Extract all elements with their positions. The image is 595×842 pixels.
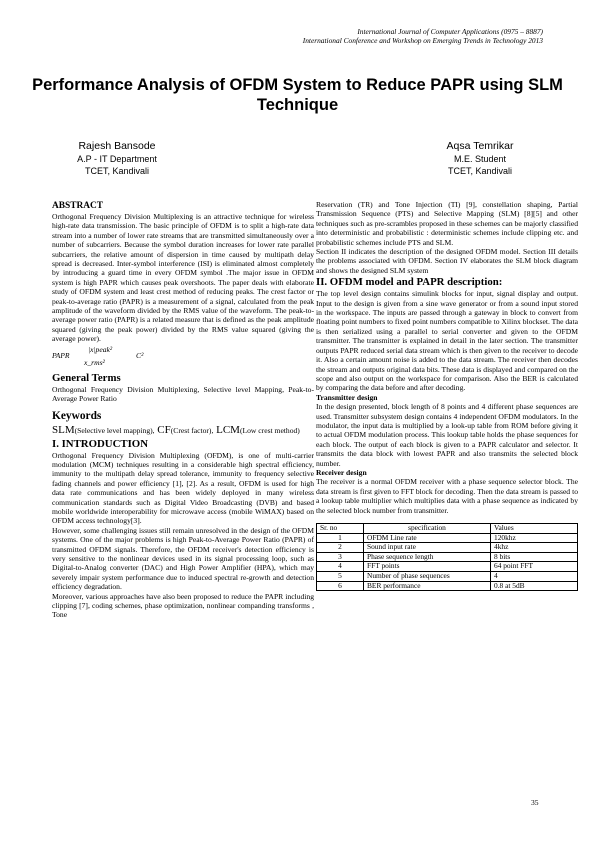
abstract-heading: ABSTRACT [52, 201, 104, 211]
author-inst: TCET, Kandivali [84, 166, 150, 176]
table-header-cell: Sr. no [317, 524, 364, 534]
table-row [317, 533, 578, 543]
table-row [317, 552, 578, 562]
author-dept: M.E. Student [453, 154, 507, 164]
right-column [316, 200, 578, 591]
receiver-heading: Receiver design [316, 467, 367, 477]
body-paragraph: The top level design contains simulink blocks for input, signal display and output. Input to the design is given from a sine wave generator or from a sound input stored in the workspace. The inputs are passed through a gateway in block to convert from floating point numbers to fixed point numbers compatible to Xilinx blockset. The data is then serialized using a parallel to serial converter and given to the OFDM transmitter. The transmitter is explained in detail in the later section. The transmitter outputs PAPR reduced serial data stream which is then given to the receiver to decode it. Also a certain amount noise is added to the data stream. The receiver then decodes the stream and outputs original data bits. These data is displayed and compared on the scope and also output on the workspace for comparison. Also the BER is calculated by comparing the data before and after decoding. [316, 289, 579, 393]
table-cell: Number of phase sequences [364, 571, 491, 581]
author-dept: A.P - IT Department [77, 154, 157, 164]
keywords-text [52, 424, 314, 437]
formula-rhs: C² [136, 350, 144, 360]
body-paragraph: Reservation (TR) and Tone Injection (TI) [9], constellation shaping, Partial Transmission Sequence (PTS) and Selective Mapping (SLM) [8][5] and other techniques such as pre-scrambles proposed in these schemes can be majorly classified into deterministic and probabilistic : deterministic schemes include clipping etc. and probabilistic schemes include PTS and SLM. [316, 200, 578, 247]
keyword-cf: CF [157, 423, 171, 436]
body-paragraph: The receiver is a normal OFDM receiver with a phase sequence selector block. The data stream is first given to FFT block for decoding. Then the data stream is passed to a lookup table multiplier which multiplies data with a phase sequence as indicated by the selected block number from transmitter. [316, 477, 578, 515]
journal-name: International Journal of Computer Applications (0975 – 8887) [357, 27, 543, 36]
author-name: Rajesh Bansode [78, 140, 156, 152]
table-cell: 64 point FFT [491, 562, 578, 572]
table-cell: 5 [317, 571, 364, 581]
table-cell: 3 [317, 552, 364, 562]
section2-heading: II. OFDM model and PAPR description: [316, 276, 503, 289]
author-name: Aqsa Temrikar [446, 140, 514, 152]
keyword-cf-full: (Crest factor), [170, 425, 214, 435]
table-cell: 0.8 at 5dB [491, 581, 578, 591]
table-row [317, 543, 578, 553]
table-row [317, 571, 578, 581]
keywords-heading: Keywords [52, 409, 102, 422]
table-row [317, 581, 578, 591]
author-inst: TCET, Kandivali [447, 166, 513, 176]
left-column [52, 200, 314, 620]
page-number: 35 [531, 798, 539, 807]
table-header-cell: Values [491, 524, 578, 534]
author-1 [52, 139, 182, 177]
table-header-row [317, 524, 578, 534]
spec-table [316, 523, 578, 591]
table-cell: 120khz [491, 533, 578, 543]
intro-paragraph: Moreover, various approaches have also been proposed to reduce the PAPR including clipping [7], coding schemes, phase optimization, nonlinear companding transforms , Tone [52, 591, 314, 620]
table-cell: Phase sequence length [364, 552, 491, 562]
transmitter-heading: Transmitter design [316, 392, 378, 402]
formula-lhs: PAPR [52, 350, 70, 360]
table-cell: 4 [491, 571, 578, 581]
table-cell: OFDM Line rate [364, 533, 491, 543]
table-header-cell: specification [364, 524, 491, 534]
table-cell: 2 [317, 543, 364, 553]
formula-numerator: |x|peak² [88, 344, 113, 354]
author-2 [415, 139, 545, 177]
keyword-lcm: LCM [216, 423, 240, 436]
keyword-slm: SLM [52, 423, 75, 436]
abstract-text: Orthogonal Frequency Division Multiplexing is an attractive technique for wireless high-rate data transmission. The basic principle of OFDM is to split a high-rate data stream into a number of lower rate streams that are transmitted simultaneously over a number of subcarriers. Because the symbol duration increases for lower rate parallel subcarriers, the relative amount of dispersion in time caused by multipath delay spread is decreased. Inter-symbol interference (ISI) is eliminated almost completely by introducing a guard time in every OFDM symbol .The major issue in OFDM system is high PAPR which causes peak overshoots. The paper deals with elaborate study of OFDM system and least crest method of reducing peaks. The crest factor or peak-to-average ratio (PAPR) is a measurement of a signal, calculated from the peak amplitude of the waveform divided by the RMS value of the waveform. The peak-to-average power ratio (PAPR) is a related measure that is defined as the peak amplitude squared (giving the peak power) divided by the RMS value squared (giving the average power). [52, 212, 314, 344]
body-paragraph: In the design presented, block length of 8 points and 4 different phase sequences are used. Transmitter subsystem design contains 4 independent OFDM modulators. In the modulator, the input data is multiplied by a look-up table from ROM before giving it to actual OFDM modulation process. This lookup table holds the phase sequences for each block. The output of each block is given to a PAPR calculator and selector. It transmits the data block with lowest PAPR and also transmits the selected block number. [316, 402, 578, 468]
general-terms-heading: General Terms [52, 371, 121, 384]
conference-name: International Conference and Workshop on Emerging Trends in Technology 2013 [302, 36, 543, 46]
formula-denominator: x_rms² [84, 357, 105, 367]
intro-paragraph: Orthogonal Frequency Division Multiplexing (OFDM), is one of multi-carrier modulation (MCM) techniques resulting in a considerable high spectral efficiency, immunity to the multipath delay spread tolerance, immunity to frequency selective fading channels and power efficiency [1], [2]. As a result, OFDM is used for high data rate communications and has been widely deployed in many wireless communication standards such as Digital Video Broadcasting (DVB) and based mobile worldwide interoperability for microwave access (mobile WiMAX) based on OFDM access technology[3]. [52, 450, 314, 526]
table-cell: 8 bits [491, 552, 578, 562]
table-cell: 4 [317, 562, 364, 572]
papr-formula [52, 345, 314, 371]
table-cell: 6 [317, 581, 364, 591]
general-terms-text: Orthogonal Frequency Division Multiplexing, Selective level Mapping, Peak-to-Average Power Ratio [52, 384, 314, 404]
keyword-lcm-full: (Low crest method) [239, 425, 300, 435]
body-paragraph: Section II indicates the description of the designed OFDM model. Section III details the problems associated with OFDM. Section IV elaborates the SLM block diagram and shows the designed SLM system [316, 247, 578, 275]
intro-paragraph: However, some challenging issues still remain unresolved in the design of the OFDM systems. One of the major problems is high Peak-to-Average Power Ratio (PAPR) of transmitted OFDM signals. Therefore, the OFDM receiver's detection efficiency is very sensitive to the nonlinear devices used in its signal processing loop, such as Digital-to-Analog converter (DAC) and High Power Amplifier (HPA), which may severely impair system performance due to induced spectral re-growth and detection efficiency degradation. [52, 525, 314, 592]
journal-header [303, 27, 543, 46]
table-cell: FFT points [364, 562, 491, 572]
paper-title: Performance Analysis of OFDM System to Reduce PAPR using SLM Technique [32, 76, 563, 114]
table-cell: 4khz [491, 543, 578, 553]
table-cell: 1 [317, 533, 364, 543]
table-cell: Sound input rate [364, 543, 491, 553]
keyword-slm-full: (Selective level mapping), [74, 425, 155, 435]
table-cell: BER performance [364, 581, 491, 591]
intro-heading: I. INTRODUCTION [52, 437, 148, 450]
